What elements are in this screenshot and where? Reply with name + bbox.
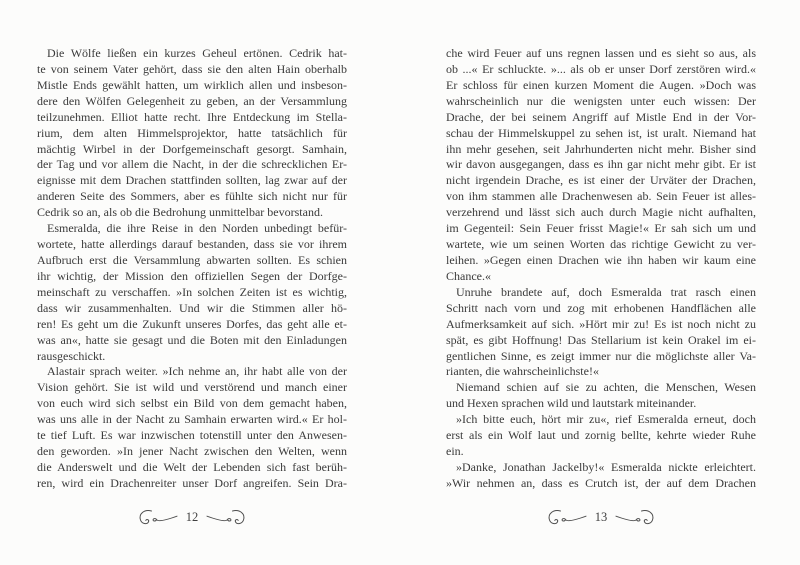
text-line: wortete, hatte allerdings darauf bestanden, dass sie vor ihrem (37, 237, 347, 252)
text-line: was an«, hatte sie gesagt und die Boten mit den Einladungen (37, 332, 347, 347)
paragraph (37, 221, 347, 364)
text-line: den geworden. »In jener Nacht zwischen den Welten, wenn (37, 444, 347, 459)
page-number: 13 (594, 509, 608, 524)
text-line: im Gegenteil: Sein Feuer frisst Magie!« Er sah sich um und (446, 221, 756, 236)
text-line: Vision gehört. Sie ist wild und verstörend und manch einer (37, 380, 347, 395)
text-line: Unruhe brandete auf, doch Esmeralda trat rasch einen (456, 284, 756, 299)
text-line: gentlichen Sinne, es zeigt immer nur die möglichste aller Va- (446, 348, 756, 363)
text-line: schau der Himmelskuppel zu sehen ist, ist uralt. Niemand hat (446, 125, 756, 140)
text-line: ob ...« Er schluckte. »... als ob er unser Dorf zerstören wird.« (446, 61, 756, 76)
text-line: Cedrik so an, als ob die Bedrohung unmittelbar bevorstand. (37, 205, 323, 220)
text-line: Mistle Ends gewählt hatten, um wirklich allen und insbeson- (37, 77, 347, 92)
text-line: rianten, die wahrscheinlichste!« (446, 364, 599, 379)
text-line: mächtig Wirbel in der Dorfgemeinschaft gesorgt. Samhain, (37, 141, 347, 156)
text-line: Niemand schien auf sie zu achten, die Menschen, Wesen (456, 380, 756, 395)
paragraph (446, 412, 756, 460)
text-line: Aufmerksamkeit auf sich. »Hört mir zu! Es ist noch nicht zu (446, 316, 756, 331)
text-line: ein. (446, 444, 464, 459)
text-line: wartete, wie um seinen Worten das richtige Gewicht zu ver- (446, 237, 756, 252)
text-line: ren! Es geht um die Zukunft unseres Dorfes, das geht alle et- (37, 316, 347, 331)
text-line: ren, wird ein Drachenreiter unser Dorf angreifen. Sein Dra- (37, 475, 347, 490)
text-line: dass wir zusammenhalten. Und wir die Stimmen aller hö- (37, 300, 347, 315)
text-line: Aufbruch erst die Versammlung abwarten sollten. Es schien (37, 252, 347, 267)
text-line: erst als ein Wolf laut und zornig bellte, kehrte wieder Ruhe (446, 428, 756, 443)
page-left-footer (37, 505, 347, 531)
text-line: te von seinem Vater gehört, dass sie den alten Hain oberhalb (37, 61, 347, 76)
text-line: dere den Wölfen Gelegenheit zu geben, an der Versammlung (37, 93, 347, 108)
text-line: ihn mehr gesehen, seit Jahrhunderten nicht mehr. Bisher sind (446, 141, 756, 156)
text-line: ihr wichtig, der Mission den offiziellen Segen der Dorfge- (37, 268, 347, 283)
text-line: teilzunehmen. Elliot hatte recht. Ihre Entdeckung im Stella- (37, 109, 347, 124)
paragraph (446, 46, 756, 285)
text-line: che wird Feuer auf uns regnen lassen und es sieht so aus, als (446, 46, 756, 60)
flourish-left-icon (136, 507, 178, 529)
text-line: von ihm stammen alle Drachenwesen ab. Sein Feuer ist alles- (446, 189, 756, 204)
text-line: Die Wölfe ließen ein kurzes Geheul ertönen. Cedrik hat- (47, 46, 347, 60)
text-line: Esmeralda, die ihre Reise in den Norden unbedingt befür- (47, 221, 347, 236)
text-line: was uns alle in der Nacht zu Samhain erwarten wird.« Er hol- (37, 412, 347, 427)
text-line: rausgeschickt. (37, 348, 106, 363)
text-line: rium, dem alten Himmelsprojektor, hatte tatsächlich für (37, 125, 347, 140)
text-line: von euch wird sich selbst ein Bild von dem gemacht haben, (37, 396, 347, 411)
text-line: Drache, der bei seinem Angriff auf Mistle End in der Vor- (446, 109, 756, 124)
paragraph (37, 364, 347, 491)
text-line: anderen Seite des Sommers, aber es fühlte sich nicht nur für (37, 189, 347, 204)
text-line: verzehrend und lässt sich auch durch Magie nicht aufhalten, (446, 205, 756, 220)
text-line: »Wir nehmen an, dass es Crutch ist, der auf dem Drachen (446, 475, 756, 490)
text-line: wir davon ausgegangen, dass es ihn gar nicht mehr gibt. Er ist (446, 157, 756, 172)
text-line: Schritt nach vorn und zog mit erhobenen Handflächen alle (446, 300, 756, 315)
text-line: spät, es gibt Hoffnung! Das Stellarium ist kein Orakel im ei- (446, 332, 756, 347)
flourish-right-icon (206, 507, 248, 529)
text-line: die Anderswelt und die Welt der Lebenden sich fast berüh- (37, 459, 347, 474)
paragraph (446, 460, 756, 492)
text-line: eignisse mit dem Drachen stattfinden sollten, lag zwar auf der (37, 173, 347, 188)
text-line: Er schloss für einen kurzen Moment die Augen. »Doch was (446, 77, 756, 92)
text-line: Alastair sprach weiter. »Ich nehme an, ihr habt alle von der (47, 364, 347, 379)
text-line: »Danke, Jonathan Jackelby!« Esmeralda nickte erleichtert. (456, 459, 756, 474)
text-line: wahrscheinlich nur die wenigsten unter euch wissen: Der (446, 93, 756, 108)
text-line: te tief Luft. Es war inzwischen totenstill unter den Anwesen- (37, 428, 347, 443)
text-line: meinschaft zu verschaffen. »In solchen Zeiten ist es wichtig, (37, 284, 347, 299)
flourish-right-icon (615, 507, 657, 529)
text-line: »Ich bitte euch, hört mir zu«, rief Esmeralda erneut, doch (456, 412, 756, 427)
text-line: Chance.« (446, 268, 491, 283)
text-line: leihen. »Gegen einen Drachen wie ihn haben wir kaum eine (446, 252, 756, 267)
text-line: und Hexen sprachen wild und lautstark miteinander. (446, 396, 697, 411)
text-line: nicht irgendein Drache, es ist einer der Urväter der Drachen, (446, 173, 756, 188)
paragraph (446, 285, 756, 381)
text-line: der Tag und vor allem die Nacht, in der die schrecklichen Er- (37, 157, 347, 172)
page-number: 12 (185, 509, 199, 524)
page-right-footer (446, 505, 756, 531)
flourish-left-icon (545, 507, 587, 529)
paragraph (37, 46, 347, 221)
paragraph (446, 380, 756, 412)
page-left-text (37, 46, 347, 492)
page-right-text (446, 46, 756, 492)
